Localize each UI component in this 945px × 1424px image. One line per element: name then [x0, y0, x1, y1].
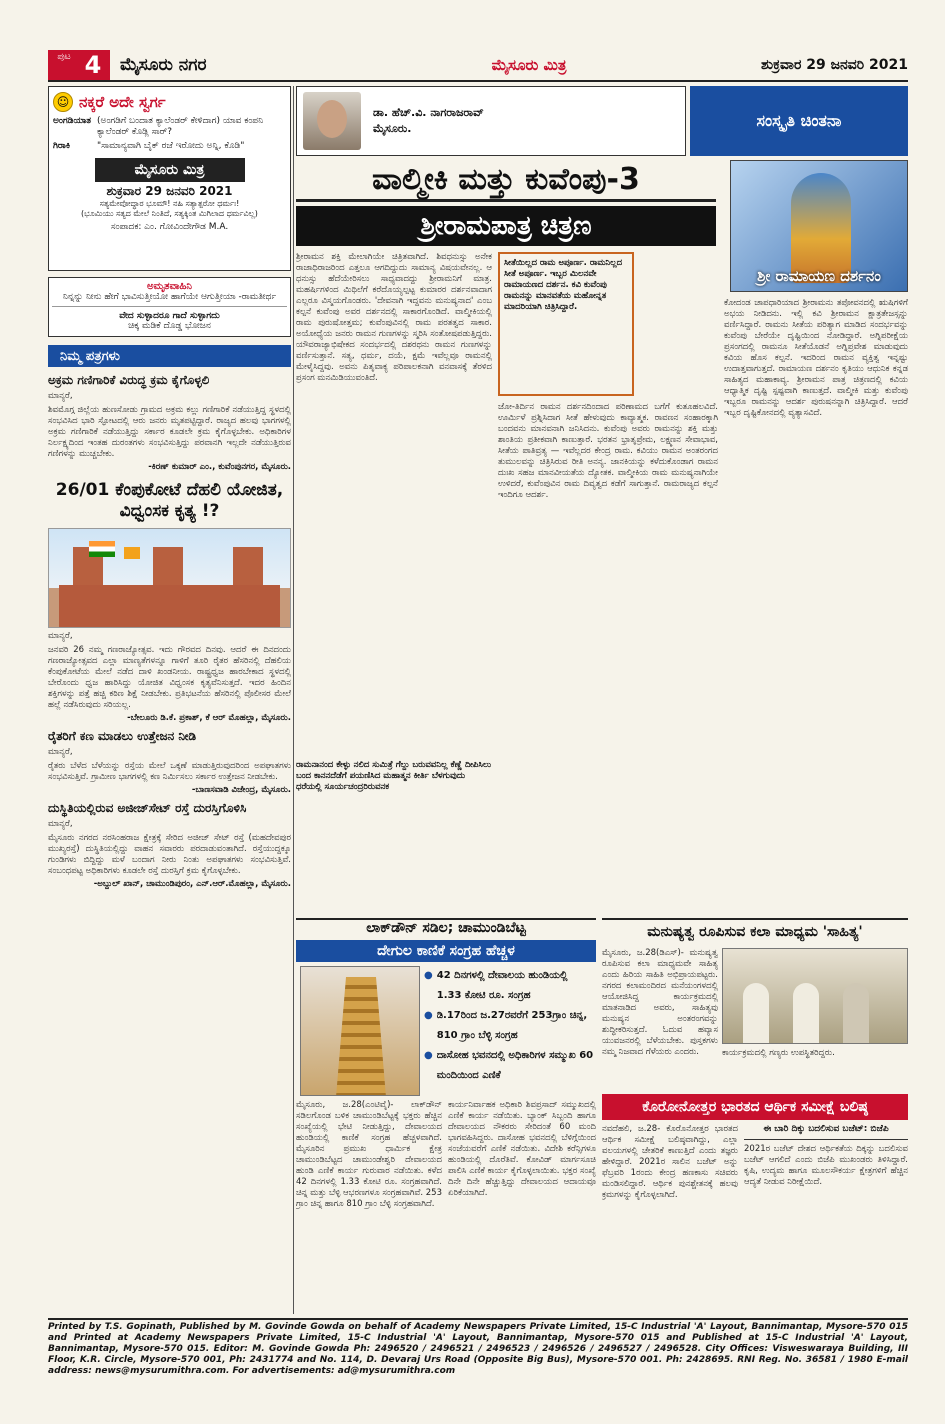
letters-band: ನಿಮ್ಮ ಪತ್ರಗಳು [48, 345, 291, 367]
joke-speaker-1: ಅಂಗಡಿಯಾತ [53, 116, 92, 126]
letter-body: ರೈತರು ಬೆಳೆದ ಬೆಳೆಯನ್ನು ರಸ್ತೆಯ ಮೇಲೆ ಒಕ್ಕಣೆ ಮಾಡುತ್ತಿರುವುದರಿಂದ ಅಪಘಾತಗಳು ಸಂಭವಿಸುತ್ತಿವೆ. ಗ್ರಾಮೀಣ ಭಾಗಗಳಲ್ಲಿ ಕಣ ನಿರ್ಮಿಸಲು ಸರ್ಕಾರ ಉತ್ತೇಜನ ನೀಡಬೇಕು. [48, 761, 291, 782]
letter-signature: -ಅಬ್ದುಲ್ ಖಾನ್, ಚಾಮುಂಡಿಪುರಂ, ಎನ್.ಆರ್.ಮೊಹಲ್ಲಾ, ಮೈಸೂರು. [93, 879, 291, 889]
letter-salutation: ಮಾನ್ಯರೆ, [48, 631, 73, 641]
article-column-2: ಜೋ-ತಿರ್ದಿನ ರಾಮನ ದರ್ಶನದಿಂದಾದ ಪರಿಣಾಮದ ಬಗೆಗೆ ಕುತೂಹಲವಿದೆ. ಊರ್ಮಿಳೆ ಪ್ರಶ್ನಿಸಿದಾಗ ಸೀತೆ ಹೇಳುವುದು ಕಾವ್ಯಾತ್ಮಕ. ರಾವಣನ ಸಂಹಾರಕ್ಕಾಗಿ ಬಂದವನು ಮಾನವನಾಗಿ ಜನಿಸಿದನು. ಕುವೆಂಪು ಅವರು ರಾಮನನ್ನು ಶಕ್ತಿ ಮತ್ತು ಶಾಂತಿಯ ಪ್ರತೀಕವಾಗಿ ಕಾಣುತ್ತಾರೆ. ಭರತನ ಭ್ರಾತೃಪ್ರೇಮ, ಲಕ್ಷ್ಮಣನ ಸೇವಾಭಾವ, ಸೀತೆಯ ಪಾತಿವ್ರತ್ಯ — ಇವೆಲ್ಲದರ ಕೇಂದ್ರ ರಾಮ. ಕವಿಯು ರಾಮನ ಅಂತರಂಗದ ತುಮುಲವನ್ನು ಚಿತ್ರಿಸಿರುವ ರೀತಿ ಅನನ್ಯ. ಜಾನಕಿಯನ್ನು ಕಳೆದುಕೊಂಡಾಗ ರಾಮನ ದುಃಖ ಸಹಜ ಮಾನವೀಯತೆಯ ದ್ಯೋತಕ. ವಾಲ್ಮೀಕಿಯ ರಾಮ ಮನುಷ್ಯನಾಗಿಯೇ ಉಳಿದರೆ, ಕುವೆಂಪುವಿನ ರಾಮ ದಿವ್ಯತ್ವದ ಕಡೆಗೆ ಸಾಗುತ್ತಾನೆ. ರಾಮರಾಜ್ಯದ ಕಲ್ಪನೆ ಇಂದಿಗೂ ಆದರ್ಶ. [498, 402, 718, 500]
imprint-footer: Printed by T.S. Gopinath, Published by M. Govinde Gowda on behalf of Academy Newspapers Private Limited, 15-C Industrial 'A' Layout, Bannimantap, Mysore-570 015 and Printed at Academy Newspapers Private Limited, 15-C Industrial 'A' Layout, Bannimantap, Mysore-570 015 and Published at 15-C Industrial 'A' Layout, Bannimantap, Mysore-570 015. Editor: M. Govinde Gowda Ph: 2496520 / 2496521 / 2496523 / 2496526 / 2496527 / 2496528. City Offices: Visweswaraya Building, III Floor, K.R. Circle, Mysore-570 001, Ph: 2431774 and No. 114, D. Devaraj Urs Road (Opposite Big Bus), Mysore-570 001. Ph: 2428695. RNI Reg. No. 36581 / 1980 E-mail address: news@mysurumithra.com. For advertisements: ad@mysurumithra.com [48, 1318, 908, 1374]
joke-line-2: "ಸಾಮಾನ್ಯವಾಗಿ ಬೈಕ್ ರಜೆ ಇರೋದು ಅನ್ನಿ, ಕೊಡಿ" [97, 141, 245, 151]
pull-quote: ಸೀತೆಯಿಲ್ಲದ ರಾಮ ಅಪೂರ್ಣ. ರಾಮನಿಲ್ಲದ ಸೀತೆ ಅಪೂರ್ಣ. ಇಬ್ಬರ ಮಿಲನವೇ ರಾಮಾಯಣದ ದರ್ಶನ. ಕವಿ ಕುವೆಂಪು ರಾಮನನ್ನು ಮಾನವತೆಯ ಮಹೋನ್ನತ ಮಾದರಿಯಾಗಿ ಚಿತ್ರಿಸಿದ್ದಾರೆ. [498, 252, 634, 396]
letter-signature: -ಬಾಣಸವಾಡಿ ವಿಜೇಂದ್ರ, ಮೈಸೂರು. [191, 785, 291, 795]
list-item: ● ದಾಸೋಹ ಭವನದಲ್ಲಿ ಅಧಿಕಾರಿಗಳ ಸಮ್ಮುಖ 60 ಮಂದಿಯಿಂದ ಎಣಿಕೆ [424, 1046, 594, 1086]
author-place: ಮೈಸೂರು. [373, 122, 412, 135]
letter-title: ದುಸ್ಥಿತಿಯಲ್ಲಿರುವ ಅಜೀಜ್‌ಸೇಟ್ ರಸ್ತೆ ದುರಸ್ತಿಗೊಳಿಸಿ [48, 801, 247, 815]
letter-salutation: ಮಾನ್ಯರೆ, [48, 391, 73, 401]
letter-salutation: ಮಾನ್ಯರೆ, [48, 819, 73, 829]
bullet-icon: ● [424, 1010, 433, 1021]
letter-body: ಶಿವಮೊಗ್ಗ ಜಿಲ್ಲೆಯ ಹುಣಸೋಡು ಗ್ರಾಮದ ಅಕ್ರಮ ಕಲ್ಲು ಗಣಿಗಾರಿಕೆ ನಡೆಯುತ್ತಿದ್ದ ಸ್ಥಳದಲ್ಲಿ ಸಂಭವಿಸಿದ ಭಾರಿ ಸ್ಫೋಟದಲ್ಲಿ ಆರು ಜನರು ಮೃತಪಟ್ಟಿದ್ದಾರೆ. ರಾಜ್ಯದ ಹಲವು ಭಾಗಗಳಲ್ಲಿ ಅಕ್ರಮ ಗಣಿಗಾರಿಕೆ ನಡೆಯುತ್ತಿದ್ದು ಸರ್ಕಾರ ಕೂಡಲೇ ಕ್ರಮ ಕೈಗೊಳ್ಳಬೇಕು. ಅಧಿಕಾರಿಗಳ ನಿರ್ಲಕ್ಷ್ಯದಿಂದ ಇಂತಹ ದುರಂತಗಳು ಸಂಭವಿಸುತ್ತಿದ್ದು ಪರವಾನಗಿ ಇಲ್ಲದೇ ನಡೆಯುತ್ತಿರುವ ಗಣಿಗಳನ್ನು ಮುಚ್ಚಬೇಕು. [48, 405, 291, 459]
budget-headline: ಈ ಬಾರಿ ದಿಕ್ಕು ಬದಲಿಸುವ ಬಜೆಟ್: ಬಿಜೆಪಿ [744, 1124, 908, 1140]
smiley-icon: ☺ [53, 92, 73, 112]
lockdown-subheadline: ದೇಗುಲ ಕಾಣಿಕೆ ಸಂಗ್ರಹ ಹೆಚ್ಚಳ [296, 940, 596, 962]
temple-photo [300, 966, 420, 1096]
lockdown-column-1: ಮೈಸೂರು, ಜ.28(ಎಂಟಿವೈ)- ಲಾಕ್‌ಡೌನ್ ಸಡಿಲಗೊಂಡ ಬಳಿಕ ಚಾಮುಂಡಿಬೆಟ್ಟಕ್ಕೆ ಭಕ್ತರು ಹೆಚ್ಚಿನ ಸಂಖ್ಯೆಯಲ್ಲಿ ಭೇಟಿ ನೀಡುತ್ತಿದ್ದು, ದೇವಾಲಯದ ಹುಂಡಿಯಲ್ಲಿ ಕಾಣಿಕೆ ಸಂಗ್ರಹ ಹೆಚ್ಚಳವಾಗಿದೆ. ಮೈಸೂರಿನ ಪ್ರಮುಖ ಧಾರ್ಮಿಕ ಕ್ಷೇತ್ರ ಚಾಮುಂಡಿಬೆಟ್ಟದ ಚಾಮುಂಡೇಶ್ವರಿ ದೇವಾಲಯದ ಹುಂಡಿ ಎಣಿಕೆ ಕಾರ್ಯ ಗುರುವಾರ ನಡೆಯಿತು. ಕಳೆದ 42 ದಿನಗಳಲ್ಲಿ 1.33 ಕೋಟಿ ರೂ. ಸಂಗ್ರಹವಾಗಿದೆ. ಚಿನ್ನ ಮತ್ತು ಬೆಳ್ಳಿ ಆಭರಣಗಳೂ ಸಂಗ್ರಹವಾಗಿವೆ. 253 ಗ್ರಾಂ ಚಿನ್ನ ಹಾಗೂ 810 ಗ್ರಾಂ ಬೆಳ್ಳಿ ಸಂಗ್ರಹವಾಗಿದೆ. [296, 1100, 442, 1209]
motto: ಸತ್ಯಮೇವೋದ್ಧಾರ ಭೂಮೌ! ನಹಿ ಸತ್ಯಾತ್ಪರೋ ಧರ್ಮಃ! [99, 199, 240, 208]
image-caption: ಶ್ರೀ ರಾಮಾಯಣ ದರ್ಶನಂ [757, 267, 881, 285]
masthead [48, 50, 908, 82]
letter-title: ಅಕ್ರಮ ಗಣಿಗಾರಿಕೆ ವಿರುದ್ಧ ಕ್ರಮ ಕೈಗೊಳ್ಳಲಿ [48, 373, 210, 387]
red-fort-photo [48, 528, 291, 628]
left-column [48, 86, 291, 889]
letter-body: ಜನವರಿ 26 ನಮ್ಮ ಗಣರಾಜ್ಯೋತ್ಸವ. ಇದು ಗೌರವದ ದಿನವು. ಆದರೆ ಈ ದಿನದಂದು ಗಣರಾಜ್ಯೋತ್ಸವದ ಎಲ್ಲಾ ಮಾಣ್ಯತೆಗಳನ್ನೂ ಗಾಳಿಗೆ ತೂರಿ ರೈತರ ಹೆಸರಿನಲ್ಲಿ ದೆಹಲಿಯ ಕೆಂಪುಕೋಟೆಯ ಮೇಲೆ ನಡೆದ ದಾಳಿ ಖಂಡನೀಯ. ರಾಷ್ಟ್ರಧ್ವಜ ಹಾರಬೇಕಾದ ಸ್ಥಳದಲ್ಲಿ ಬೇರೊಂದು ಧ್ವಜ ಹಾರಿಸಿದ್ದು ಯೋಜಿತ ವಿಧ್ವಂಸಕ ಕೃತ್ಯವೆನಿಸುತ್ತದೆ. ಇದರ ಹಿಂದಿನ ಶಕ್ತಿಗಳನ್ನು ಪತ್ತೆ ಹಚ್ಚಿ ಕಠಿಣ ಶಿಕ್ಷೆ ನೀಡಬೇಕು. ಪ್ರತಿಭಟನೆಯ ಹೆಸರಿನಲ್ಲಿ ಪೊಲೀಸರ ಮೇಲೆ ಹಲ್ಲೆ ನಡೆಸಿರುವುದು ಸರಿಯಲ್ಲ. [48, 645, 291, 710]
amrita-title: ಅಮೃತವಾಹಿನಿ [147, 281, 192, 292]
list-item: ● ಡಿ.17ರಿಂದ ಜ.27ರವರೆಗೆ 253ಗ್ರಾಂ ಚಿನ್ನ, 810 ಗ್ರಾಂ ಬೆಳ್ಳಿ ಸಂಗ್ರಹ [424, 1006, 594, 1046]
lockdown-headline: ಲಾಕ್‌ಡೌನ್ ಸಡಿಲ; ಚಾಮುಂಡಿಬೆಟ್ಟ [296, 918, 596, 940]
lockdown-column-2: ಕಾರ್ಯನಿರ್ವಾಹಕ ಅಧಿಕಾರಿ ಶಿವಪ್ರಸಾದ್ ಸಮ್ಮುಖದಲ್ಲಿ ಎಣಿಕೆ ಕಾರ್ಯ ನಡೆಯಿತು. ಬ್ಯಾಂಕ್ ಸಿಬ್ಬಂದಿ ಹಾಗೂ ದೇವಾಲಯದ ನೌಕರರು ಸೇರಿದಂತೆ 60 ಮಂದಿ ಭಾಗವಹಿಸಿದ್ದರು. ದಾಸೋಹ ಭವನದಲ್ಲಿ ಬೆಳಿಗ್ಗೆಯಿಂದ ಸಂಜೆಯವರೆಗೆ ಎಣಿಕೆ ನಡೆಯಿತು. ವಿದೇಶಿ ಕರೆನ್ಸಿಗಳೂ ಹುಂಡಿಯಲ್ಲಿ ದೊರೆತಿವೆ. ಕೋವಿಡ್ ಮಾರ್ಗಸೂಚಿ ಪಾಲಿಸಿ ಎಣಿಕೆ ಕಾರ್ಯ ಕೈಗೊಳ್ಳಲಾಯಿತು. ಭಕ್ತರ ಸಂಖ್ಯೆ ದಿನೇ ದಿನೇ ಹೆಚ್ಚುತ್ತಿದ್ದು ದೇವಾಲಯದ ಆದಾಯವೂ ಏರಿಕೆಯಾಗಿದೆ. [448, 1100, 596, 1198]
page-label: ಪುಟ [48, 50, 80, 80]
lockdown-highlights [424, 966, 594, 1086]
sahitya-body: ಮೈಸೂರು, ಜ.28(ಡಿಎಸ್)- ಮನುಷ್ಯತ್ವ ರೂಪಿಸುವ ಕಲಾ ಮಾಧ್ಯಮವೇ ಸಾಹಿತ್ಯ ಎಂದು ಹಿರಿಯ ಸಾಹಿತಿ ಅಭಿಪ್ರಾಯಪಟ್ಟರು. ನಗರದ ಕಲಾಮಂದಿರದ ಮನೆಯಂಗಳದಲ್ಲಿ ಆಯೋಜಿಸಿದ್ದ ಕಾರ್ಯಕ್ರಮದಲ್ಲಿ ಮಾತನಾಡಿದ ಅವರು, ಸಾಹಿತ್ಯವು ಮನುಷ್ಯನ ಅಂತರಂಗವನ್ನು ಶುದ್ಧೀಕರಿಸುತ್ತದೆ. ಓದುವ ಹವ್ಯಾಸ ಯುವಜನರಲ್ಲಿ ಬೆಳೆಯಬೇಕು. ಪುಸ್ತಕಗಳು ನಮ್ಮ ನಿಜವಾದ ಗೆಳೆಯರು ಎಂದರು. [602, 948, 718, 1057]
paper-logo: ಮೈಸೂರು ಮಿತ್ರ [491, 56, 567, 74]
issue-date: ಶುಕ್ರವಾರ 29 ಜನವರಿ 2021 [761, 57, 908, 73]
meeting-photo [722, 948, 908, 1044]
joke-speaker-2: ಗಿರಾಕಿ [53, 141, 71, 151]
proverb-2: ಚಿಕ್ಕ ಮಡಿಕೆ ದೊಡ್ಡ ಭೋಜನ [128, 321, 211, 331]
list-item: ● 42 ದಿನಗಳಲ್ಲಿ ದೇವಾಲಯ ಹುಂಡಿಯಲ್ಲಿ 1.33 ಕೋಟಿ ರೂ. ಸಂಗ್ರಹ [424, 966, 594, 1006]
economy-body: ನವದೆಹಲಿ, ಜ.28- ಕೊರೊನೋತ್ತರ ಭಾರತದ ಆರ್ಥಿಕ ಸಮೀಕ್ಷೆ ಬಲಿಷ್ಠವಾಗಿದ್ದು, ಎಲ್ಲಾ ವಲಯಗಳಲ್ಲಿ ಚೇತರಿಕೆ ಕಾಣುತ್ತಿದೆ ಎಂದು ತಜ್ಞರು ಹೇಳಿದ್ದಾರೆ. 2021ರ ಸಾಲಿನ ಬಜೆಟ್ ಅನ್ನು ಫೆಬ್ರವರಿ 1ರಂದು ಕೇಂದ್ರ ಹಣಕಾಸು ಸಚಿವರು ಮಂಡಿಸಲಿದ್ದಾರೆ. ಆರ್ಥಿಕ ಪುನಶ್ಚೇತನಕ್ಕೆ ಹಲವು ಕ್ರಮಗಳನ್ನು ಕೈಗೊಳ್ಳಲಾಗಿದೆ. [602, 1124, 738, 1200]
author-box [296, 86, 686, 156]
photo-caption: ಕಾರ್ಯಕ್ರಮದಲ್ಲಿ ಗಣ್ಯರು ಉಪಸ್ಥಿತರಿದ್ದರು. [722, 1048, 835, 1058]
verse: ರಾಮನಾನಂದ ಕೇಳ್ಳು ನಲಿದ ಸುಮಿತ್ರೆ ಗೆಲ್ದು ಬರುವವನಿಲ್ಲ ಕೆಣ್ಣೆ ದೀಪಿಸಿಲು ಬಂದ ಕಾನನದೆಡೆಗೆ ಪಯಣಿಸಿದ ಮಹಾತ್ಮನ ಕೀರ್ತಿ ಬೆಳಗುವುದು ಧರೆಯಲ್ಲಿ ಸೂರ್ಯಚಂದ್ರರಿರುವನಕ [296, 760, 492, 792]
motto-translation: (ಭೂಮಿಯು ಸತ್ಯದ ಮೇಲೆ ನಿಂತಿದೆ, ಸತ್ಯಕ್ಕಿಂತ ಮಿಗಿಲಾದ ಧರ್ಮವಿಲ್ಲ) [81, 209, 258, 218]
bullet-icon: ● [424, 1050, 433, 1061]
paper-logo-small: ಮೈಸೂರು ಮಿತ್ರ [95, 158, 245, 182]
joke-line-1: (ಅಂಗಡಿಗೆ ಬಂದಾತ ಕ್ಯಾಲೆಂಡರ್ ಕೇಳಿದಾಗ) ಯಾವ ಕಂಪನಿ ಕ್ಯಾಲೆಂಡರ್ ಕೊಡ್ಲಿ ಸಾರ್? [97, 116, 264, 137]
letter-body: ಮೈಸೂರು ನಗರದ ನರಸಿಂಹರಾಜ ಕ್ಷೇತ್ರಕ್ಕೆ ಸೇರಿದ ಅಜೀಜ್ ಸೇಟ್ ರಸ್ತೆ (ಮಹದೇವಪುರ ಮುಖ್ಯರಸ್ತೆ) ದುಸ್ಥಿತಿಯಲ್ಲಿದ್ದು ವಾಹನ ಸವಾರರು ಪರದಾಡುವಂತಾಗಿದೆ. ರಸ್ತೆಯುದ್ದಕ್ಕೂ ಗುಂಡಿಗಳು ಬಿದ್ದಿದ್ದು ಮಳೆ ಬಂದಾಗ ನೀರು ನಿಂತು ಅಪಘಾತಗಳು ಸಂಭವಿಸುತ್ತಿವೆ. ಸಂಬಂಧಪಟ್ಟ ಅಧಿಕಾರಿಗಳು ಕೂಡಲೇ ರಸ್ತೆ ದುರಸ್ತಿಗೆ ಕ್ರಮ ಕೈಗೊಳ್ಳಬೇಕು. [48, 833, 291, 876]
section-name: ಮೈಸೂರು ನಗರ [120, 55, 207, 75]
red-fort-headline: 26/01 ಕೆಂಪುಕೋಟೆ ದೆಹಲಿ ಯೋಜಿತ, ವಿಧ್ವಂಸಕ ಕೃತ್ಯ !? [55, 480, 284, 521]
column-band: ಸಂಸ್ಕೃತಿ ಚಿಂತನಾ [690, 86, 908, 156]
issue-date-small: ಶುಕ್ರವಾರ 29 ಜನವರಿ 2021 [106, 184, 233, 198]
amrita-quote: ನಿನ್ನನ್ನು ನೀನು ಹೇಗೆ ಭಾವಿಸುತ್ತೀಯೋ ಹಾಗೆಯೇ ಆಗುತ್ತೀಯಾ -ರಾಮತೀರ್ಥ [62, 292, 277, 302]
letter-signature: -ಬೇಲೂರು ಡಿ.ಕೆ. ಪ್ರಕಾಶ್, ಕೆ ಆರ್ ಮೊಹಲ್ಲಾ, ಮೈಸೂರು. [127, 713, 291, 723]
economy-headline: ಕೊರೋನೋತ್ತರ ಭಾರತದ ಆರ್ಥಿಕ ಸಮೀಕ್ಷೆ ಬಲಿಷ್ಠ [602, 1094, 908, 1120]
letter-title: ರೈತರಿಗೆ ಕಣ ಮಾಡಲು ಉತ್ತೇಜನ ನೀಡಿ [48, 729, 197, 743]
editor-line: ಸಂಪಾದಕ: ಎಂ. ಗೋವಿಂದೇಗೌಡ M.A. [110, 222, 229, 232]
bullet-icon: ● [424, 970, 433, 981]
letter-salutation: ಮಾನ್ಯರೆ, [48, 747, 73, 757]
article-column-1: ಶ್ರೀರಾಮನ ಶಕ್ತಿ ಮೇಲಾಗಿಯೇ ಚಿತ್ರಿತವಾಗಿದೆ. ಶಿವಧನುಸ್ಸು ಅನೇಕ ರಾಜಾಧಿರಾಜರಿಂದ ಎತ್ತಲೂ ಆಗದಿದ್ದುದು ಸಾಮಾನ್ಯ ವಿಷಯವೇನಲ್ಲ. ಆ ಧನುಸ್ಸು ಹೆದೆಯೇರಿಸಲು ಸಾಧ್ಯವಾದದ್ದು ಶ್ರೀರಾಮನಿಗೆ ಮಾತ್ರ. ಮಹರ್ಷಿಗಳಿಂದ ಮಿಥಿಲೆಗೆ ಕರೆದೊಯ್ಯಲ್ಪಟ್ಟ ಕುಮಾರರ ದರ್ಶನವಾದಾಗ ಎಲ್ಲರೂ ವಿಸ್ಮಯಗೊಂಡರು. 'ದೇವನಾಗಿ ಇದ್ದವನು ಮನುಷ್ಯನಾದ' ಎಂಬ ಕಲ್ಪನೆ ಕುವೆಂಪು ಅವರ ದರ್ಶನದಲ್ಲಿ ಸಾಕಾರಗೊಂಡಿದೆ. ವಾಲ್ಮೀಕಿಯಲ್ಲಿ ರಾಮ ಪುರುಷೋತ್ತಮ; ಕುವೆಂಪುವಿನಲ್ಲಿ ರಾಮ ಪರತತ್ವದ ಸಾಕಾರ. ಅಯೋಧ್ಯೆಯ ಜನರು ರಾಮನ ಗುಣಗಳನ್ನು ಸ್ಮರಿಸಿ ಸಂತೋಷಪಡುತ್ತಿದ್ದರು. ಯೌವರಾಜ್ಯಾಭಿಷೇಕದ ಸಂದರ್ಭದಲ್ಲಿ ದಶರಥನು ರಾಮನ ಗುಣಗಳನ್ನು ವರ್ಣಿಸುತ್ತಾನೆ. ಸತ್ಯ, ಧರ್ಮ, ದಯೆ, ಕ್ಷಮೆ ಇವೆಲ್ಲವೂ ರಾಮನಲ್ಲಿ ಮೇಳೈಸಿದ್ದವು. ಅವನು ಪಿತೃವಾಕ್ಯ ಪರಿಪಾಲಕನಾಗಿ ವನವಾಸಕ್ಕೆ ತೆರಳಿದ ಪ್ರಸಂಗ ಮನಮಿಡಿಯುವಂತಿದೆ. [296, 252, 492, 383]
letter-signature: -ಕಿರಣ್ ಕುಮಾರ್ ಎಂ., ಕುವೆಂಪುನಗರ, ಮೈಸೂರು. [148, 462, 291, 472]
article-subheadline: ಶ್ರೀರಾಮಪಾತ್ರ ಚಿತ್ರಣ [296, 206, 716, 246]
ramayana-image [730, 160, 908, 292]
author-portrait [303, 92, 361, 150]
article-headline: ವಾಲ್ಮೀಕಿ ಮತ್ತು ಕುವೆಂಪು-3 [296, 160, 716, 202]
joke-title: ನಕ್ಕರೆ ಅದೇ ಸ್ವರ್ಗ [79, 93, 166, 111]
article-column-3: ಕೋದಂಡ ಚಾಪಧಾರಿಯಾದ ಶ್ರೀರಾಮನು ತಪೋವನದಲ್ಲಿ ಋಷಿಗಳಿಗೆ ಅಭಯ ನೀಡಿದನು. ಇಲ್ಲಿ ಕವಿ ಶ್ರೀರಾಮನ ಕ್ಷಾತ್ರತೇಜಸ್ಸನ್ನು ವರ್ಣಿಸಿದ್ದಾರೆ. ರಾಮನು ಸೀತೆಯ ಪರಿತ್ಯಾಗ ಮಾಡಿದ ಸಂದರ್ಭವನ್ನು ಕುವೆಂಪು ಬೇರೆಯೇ ದೃಷ್ಟಿಯಿಂದ ನೋಡಿದ್ದಾರೆ. ಅಗ್ನಿಪರೀಕ್ಷೆಯ ಪ್ರಸಂಗದಲ್ಲಿ ರಾಮನೂ ಸೀತೆಯೊಡನೆ ಅಗ್ನಿಪ್ರವೇಶ ಮಾಡುವುದು ಕವಿಯ ಹೊಸ ಕಲ್ಪನೆ. ಇದರಿಂದ ರಾಮನ ವ್ಯಕ್ತಿತ್ವ ಇನ್ನಷ್ಟು ಉದಾತ್ತವಾಗುತ್ತದೆ. ರಾಮಾಯಣ ದರ್ಶನಂ ಕೃತಿಯು ಆಧುನಿಕ ಕನ್ನಡ ಸಾಹಿತ್ಯದ ಮಹಾಕಾವ್ಯ. ಶ್ರೀರಾಮನ ಪಾತ್ರ ಚಿತ್ರಣದಲ್ಲಿ ಕವಿಯ ಆಧ್ಯಾತ್ಮಿಕ ದೃಷ್ಟಿ ಸ್ಪಷ್ಟವಾಗಿ ಕಾಣುತ್ತದೆ. ವಾಲ್ಮೀಕಿ ಮತ್ತು ಕುವೆಂಪು ಇಬ್ಬರೂ ರಾಮನನ್ನು ಆದರ್ಶ ಪುರುಷನನ್ನಾಗಿ ಚಿತ್ರಿಸಿದ್ದಾರೆ. ಆದರೆ ಇಬ್ಬರ ದೃಷ್ಟಿಕೋನದಲ್ಲಿ ವ್ಯತ್ಯಾಸವಿದೆ. [724, 298, 908, 418]
budget-body: 2021ರ ಬಜೆಟ್ ದೇಶದ ಆರ್ಥಿಕತೆಯ ದಿಕ್ಕನ್ನು ಬದಲಿಸುವ ಬಜೆಟ್ ಆಗಲಿದೆ ಎಂದು ಬಿಜೆಪಿ ಮುಖಂಡರು ತಿಳಿಸಿದ್ದಾರೆ. ಕೃಷಿ, ಉದ್ಯಮ ಹಾಗೂ ಮೂಲಸೌಕರ್ಯ ಕ್ಷೇತ್ರಗಳಿಗೆ ಹೆಚ್ಚಿನ ಆದ್ಯತೆ ನೀಡುವ ನಿರೀಕ್ಷೆಯಿದೆ. [744, 1144, 908, 1187]
amrita-box [48, 277, 291, 337]
joke-box [48, 86, 291, 271]
flag-icon [89, 541, 115, 557]
sahitya-headline: ಮನುಷ್ಯತ್ವ ರೂಪಿಸುವ ಕಲಾ ಮಾಧ್ಯಮ 'ಸಾಹಿತ್ಯ' [602, 918, 908, 944]
page-number: 4 [76, 50, 110, 80]
author-name: ಡಾ. ಹೆಚ್.ವಿ. ನಾಗರಾಜರಾವ್ [373, 106, 484, 119]
proverb: ವೇದ ಸುಳ್ಳಾದರೂ ಗಾದೆ ಸುಳ್ಳಾಗದು [119, 311, 220, 321]
